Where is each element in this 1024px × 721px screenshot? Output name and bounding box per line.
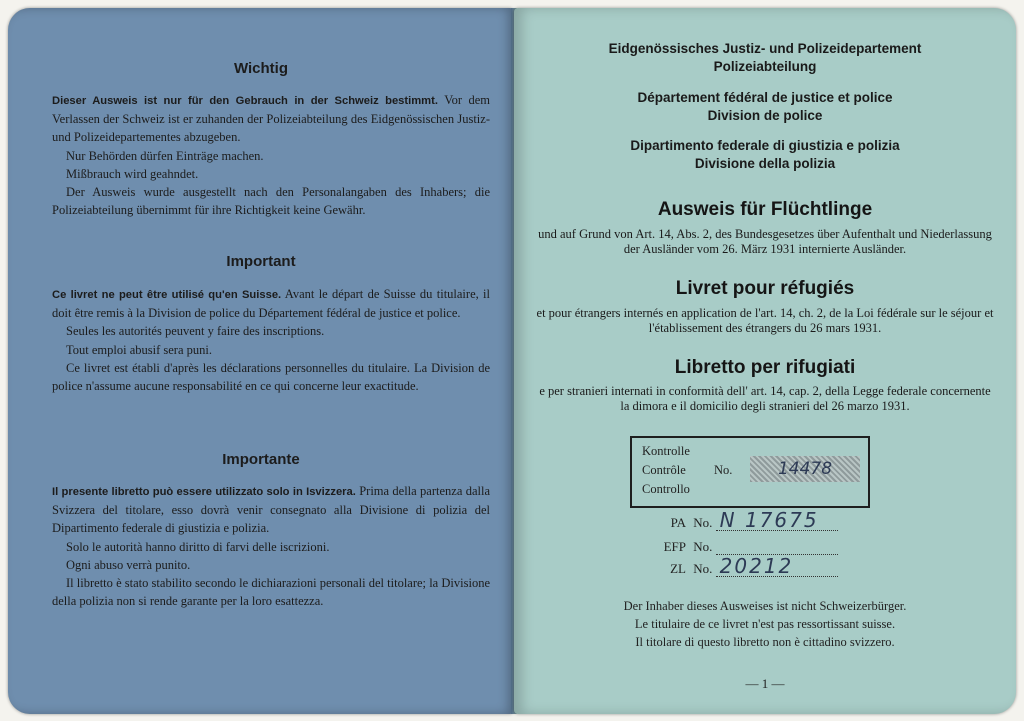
text-block-fr [52, 285, 490, 395]
control-label-fr: Contrôle [642, 463, 686, 477]
efp-no-label: No. [693, 539, 713, 554]
text-de-1: Vor dem Verlassen der Schweiz ist er zuhanden der Polizeiabteilung des Eidgenössischen Justiz- und Polizeidepartementes abzugeben. [52, 93, 491, 145]
efp-line [716, 540, 838, 555]
zl-label: ZL [670, 561, 686, 576]
zl-line [716, 554, 838, 578]
text-fr-1: Avant le départ de Suisse du titulaire, il doit être remis à la Division de police du Département fédéral de justice et police. [52, 287, 490, 321]
left-page [8, 8, 514, 714]
division-fr: Division de police [707, 108, 823, 123]
control-no-label: No. [714, 463, 733, 477]
text-de-2: Nur Behörden dürfen Einträge machen. [66, 148, 264, 163]
pa-handwritten-value: N 17675 [719, 508, 819, 532]
text-de-4: Der Ausweis wurde ausgestellt nach den Personalangaben des Inhabers; die Polizeiabteilung übernimmt für ihre Richtigkeit keine Gewähr. [52, 185, 490, 218]
pa-line [716, 508, 838, 532]
right-page [514, 8, 1016, 714]
department-it: Dipartimento federale di giustizia e polizia [630, 138, 900, 153]
lead-it: Il presente libretto può essere utilizzato solo in Isvizzera. [52, 486, 356, 498]
control-label-it: Controllo [642, 482, 690, 496]
lead-fr: Ce livret ne peut être utilisé qu'en Suisse. [52, 289, 282, 301]
efp-label: EFP [663, 539, 686, 554]
text-de-3: Mißbrauch wird geahndet. [66, 166, 199, 181]
title-fr: Livret pour réfugiés [675, 278, 855, 299]
department-fr: Département fédéral de justice et police [637, 90, 893, 105]
department-de: Eidgenössisches Justiz- und Polizeidepartement [608, 41, 922, 56]
pa-no-label: No. [693, 515, 713, 530]
number-row-pa [640, 508, 838, 532]
text-fr-2: Seules les autorités peuvent y faire des inscriptions. [66, 324, 325, 339]
subtitle-fr: et pour étrangers internés en application de l'art. 14, ch. 2, de la Loi fédérale sur le séjour et l'établissement des étrangers du 26 mars 1931. [536, 306, 994, 335]
text-fr-4: Ce livret est établi d'après les déclarations personnelles du titulaire. La Division de police n'assume aucune responsabilité en ce qui concerne leur exactitude. [52, 360, 490, 394]
footer-de: Der Inhaber dieses Ausweises ist nicht Schweizerbürger. [623, 599, 907, 613]
text-fr-3: Tout emploi abusif sera puni. [66, 342, 212, 357]
zl-no-label: No. [693, 561, 713, 576]
control-number-value: 14478 [750, 456, 860, 482]
text-block-it [52, 482, 490, 610]
division-de: Polizeiabteilung [713, 59, 817, 74]
pa-label: PA [670, 515, 686, 530]
footer-fr: Le titulaire de ce livret n'est pas ressortissant suisse. [634, 617, 896, 631]
text-it-4: Il libretto è stato stabilito secondo le dichiarazioni personali del titolare; la Divisione della polizia non si rende garante per la loro esattezza. [52, 576, 490, 609]
control-number-box [630, 436, 870, 508]
subtitle-de: und auf Grund von Art. 14, Abs. 2, des Bundesgesetzes über Aufenthalt und Niederlassung der Ausländer vom 26. März 1931 internierte Ausländer. [538, 227, 992, 256]
section-title-fr: Important [226, 253, 296, 270]
text-it-2: Solo le autorità hanno diritto di farvi delle iscrizioni. [66, 539, 330, 554]
title-de: Ausweis für Flüchtlinge [657, 199, 873, 220]
footer-it: Il titolare di questo libretto non è cittadino svizzero. [635, 635, 895, 649]
section-title-de: Wichtig [233, 60, 289, 77]
subtitle-it: e per stranieri internati in conformità dell' art. 14, cap. 2, della Legge federale concernente la dimora e il domicilio degli stranieri del 26 marzo 1931. [539, 384, 991, 413]
text-it-3: Ogni abuso verrà punito. [66, 557, 191, 572]
title-it: Libretto per rifugiati [674, 357, 856, 378]
page-number: — 1 — [745, 676, 785, 691]
number-row-zl [640, 554, 838, 578]
text-block-de [52, 91, 490, 219]
control-label-de: Kontrolle [642, 444, 690, 458]
number-row-efp [640, 539, 838, 555]
lead-de: Dieser Ausweis ist nur für den Gebrauch in der Schweiz bestimmt. [52, 95, 438, 107]
division-it: Divisione della polizia [694, 156, 836, 171]
text-it-1: Prima della partenza dalla Svizzera del titolare, esso dovrà venir consegnato alla Divisione di polizia del Dipartimento federale di giustizia e polizia. [52, 484, 490, 536]
zl-handwritten-value: 20212 [719, 554, 794, 578]
section-title-it: Importante [222, 451, 300, 468]
